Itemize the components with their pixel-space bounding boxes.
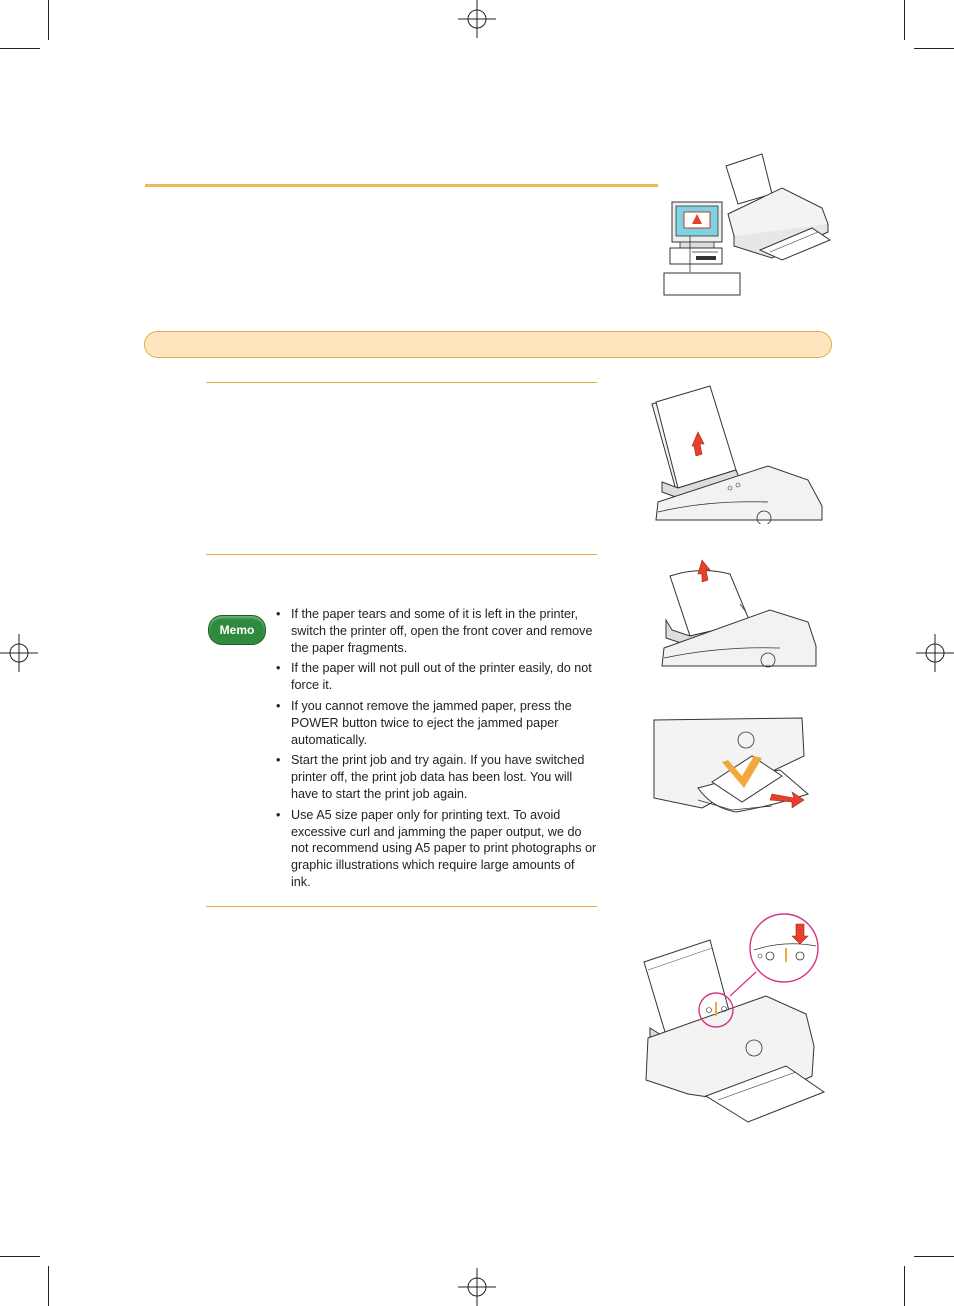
crop-mark-bottom-right-v	[904, 1266, 905, 1306]
memo-item: • If the paper tears and some of it is left in the printer, switch the printer off, open the front cover and remove the paper fragments.	[272, 606, 597, 656]
memo-badge: Memo	[208, 615, 266, 645]
registration-mark-top	[458, 0, 496, 38]
memo-list	[272, 606, 597, 895]
computer-printer-error-illustration	[662, 152, 834, 298]
crop-mark-bottom-right-h	[914, 1256, 954, 1257]
section-banner	[144, 331, 832, 358]
memo-item: • Use A5 size paper only for printing text. To avoid excessive curl and jamming the paper output, we do not recommend using A5 paper to print photographs or graphic illustrations which require large amounts of ink.	[272, 807, 597, 891]
memo-item: • If you cannot remove the jammed paper, press the POWER button twice to eject the jammed paper automatically.	[272, 698, 597, 748]
step-rule-1	[206, 382, 597, 383]
title-rule	[145, 184, 658, 187]
pull-paper-from-front-illustration	[652, 716, 812, 816]
step-rule-3	[206, 906, 597, 907]
crop-mark-top-right-v	[904, 0, 905, 40]
registration-mark-bottom	[458, 1268, 496, 1306]
crop-mark-bottom-left-h	[0, 1256, 40, 1257]
memo-item: • Start the print job and try again. If you have switched printer off, the print job data has been lost. You will have to start the print job again.	[272, 752, 597, 802]
memo-item: • If the paper will not pull out of the printer easily, do not force it.	[272, 660, 597, 694]
crop-mark-top-left-v	[48, 0, 49, 40]
pull-paper-from-feeder-illustration	[648, 384, 824, 524]
press-power-button-illustration	[636, 910, 826, 1126]
crop-mark-top-left-h	[0, 48, 40, 49]
registration-mark-right	[916, 634, 954, 672]
registration-mark-left	[0, 634, 38, 672]
pull-jammed-paper-up-illustration	[660, 556, 818, 668]
crop-mark-bottom-left-v	[48, 1266, 49, 1306]
crop-mark-top-right-h	[914, 48, 954, 49]
step-rule-2	[206, 554, 597, 555]
